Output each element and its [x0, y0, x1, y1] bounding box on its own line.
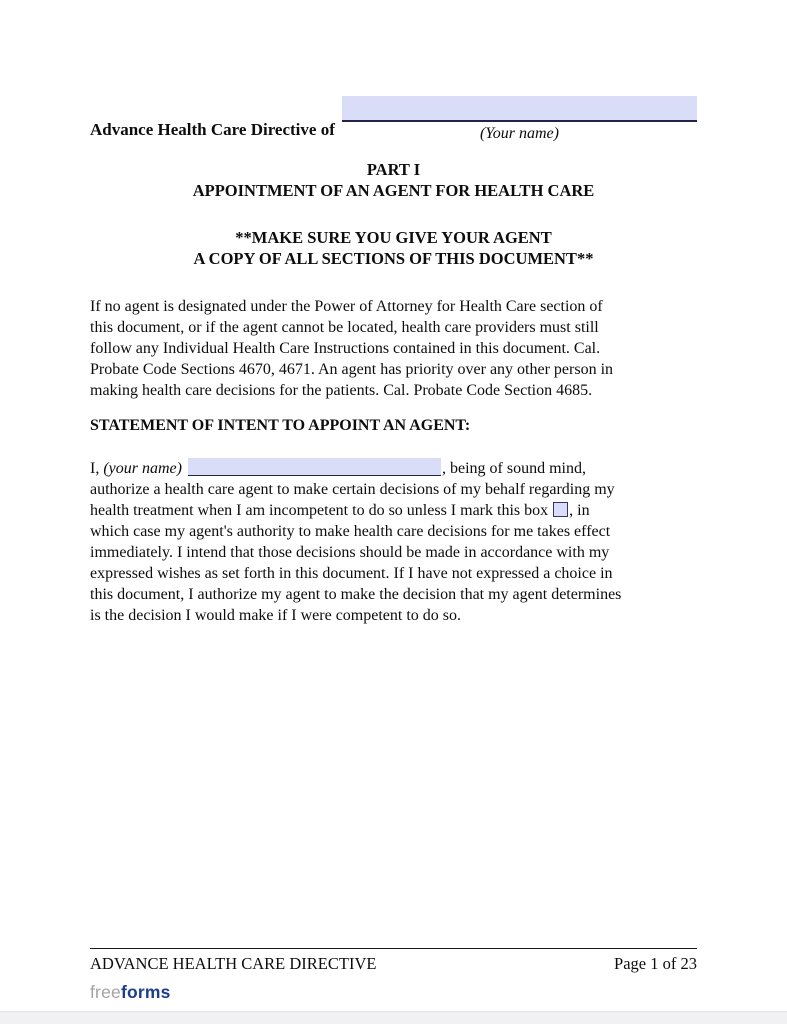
document-content: [90, 0, 697, 626]
freeforms-logo-forms: forms: [120, 982, 171, 1002]
statement-line: this document, I authorize my agent to make the decision that my agent determines: [90, 586, 622, 603]
statement-line: is the decision I would make if I were competent to do so.: [90, 607, 462, 624]
part1-heading: [90, 159, 697, 201]
statement-line: expressed wishes as set forth in this document. If I have not expressed a choice in: [90, 565, 613, 582]
footer-row: [90, 954, 697, 974]
footer-divider: [90, 948, 697, 949]
statement-line: which case my agent's authority to make health care decisions for me takes effect: [90, 523, 611, 540]
statement-line1-pre: I,: [90, 460, 104, 477]
intro-line: Probate Code Sections 4670, 4671. An agent has priority over any other person in: [90, 361, 614, 378]
immediate-effect-checkbox[interactable]: [553, 502, 568, 517]
statement-heading: STATEMENT OF INTENT TO APPOINT AN AGENT:: [90, 417, 471, 434]
freeforms-logo: [90, 982, 697, 1003]
intro-paragraph: [90, 296, 697, 401]
part1-heading-line2: APPOINTMENT OF AN AGENT FOR HEALTH CARE: [192, 181, 595, 200]
footer-page-number: Page 1 of 23: [614, 954, 697, 973]
intro-line: this document, or if the agent cannot be located, health care providers must still: [90, 319, 599, 336]
part1-heading-line1: PART I: [366, 160, 421, 179]
statement-line: [90, 500, 697, 521]
statement-line: authorize a health care agent to make certain decisions of my behalf regarding my: [90, 481, 615, 498]
freeforms-logo-free: free: [90, 982, 121, 1002]
statement-name-input-field[interactable]: [188, 458, 441, 476]
agent-copy-notice: [90, 227, 697, 269]
statement-line: immediately. I intend that those decisions should be made in accordance with my: [90, 544, 610, 561]
your-name-caption: (Your name): [479, 125, 559, 142]
your-name-input-field[interactable]: [342, 96, 697, 122]
statement-line3-pre: health treatment when I am incompetent to do so unless I mark this box: [90, 502, 553, 519]
statement-line3-post: , in: [569, 502, 590, 519]
statement-line1-post: , being of sound mind,: [441, 460, 586, 477]
intro-line: If no agent is designated under the Power of Attorney for Health Care section of: [90, 298, 603, 315]
viewer-bottom-edge: [0, 1011, 787, 1024]
document-title: Advance Health Care Directive of: [90, 120, 335, 139]
agent-copy-notice-line1: **MAKE SURE YOU GIVE YOUR AGENT: [235, 228, 552, 247]
page-footer: [90, 948, 697, 1003]
agent-copy-notice-line2: A COPY OF ALL SECTIONS OF THIS DOCUMENT**: [193, 249, 594, 268]
statement-paragraph: [90, 458, 697, 626]
your-name-field-wrap: [342, 96, 697, 143]
footer-document-title: ADVANCE HEALTH CARE DIRECTIVE: [90, 954, 377, 973]
intro-line: making health care decisions for the patients. Cal. Probate Code Section 4685.: [90, 382, 593, 399]
intro-line: follow any Individual Health Care Instructions contained in this document. Cal.: [90, 340, 601, 357]
statement-your-name-label: (your name): [103, 460, 182, 477]
directive-title-row: [90, 96, 697, 143]
statement-line: [90, 458, 697, 479]
